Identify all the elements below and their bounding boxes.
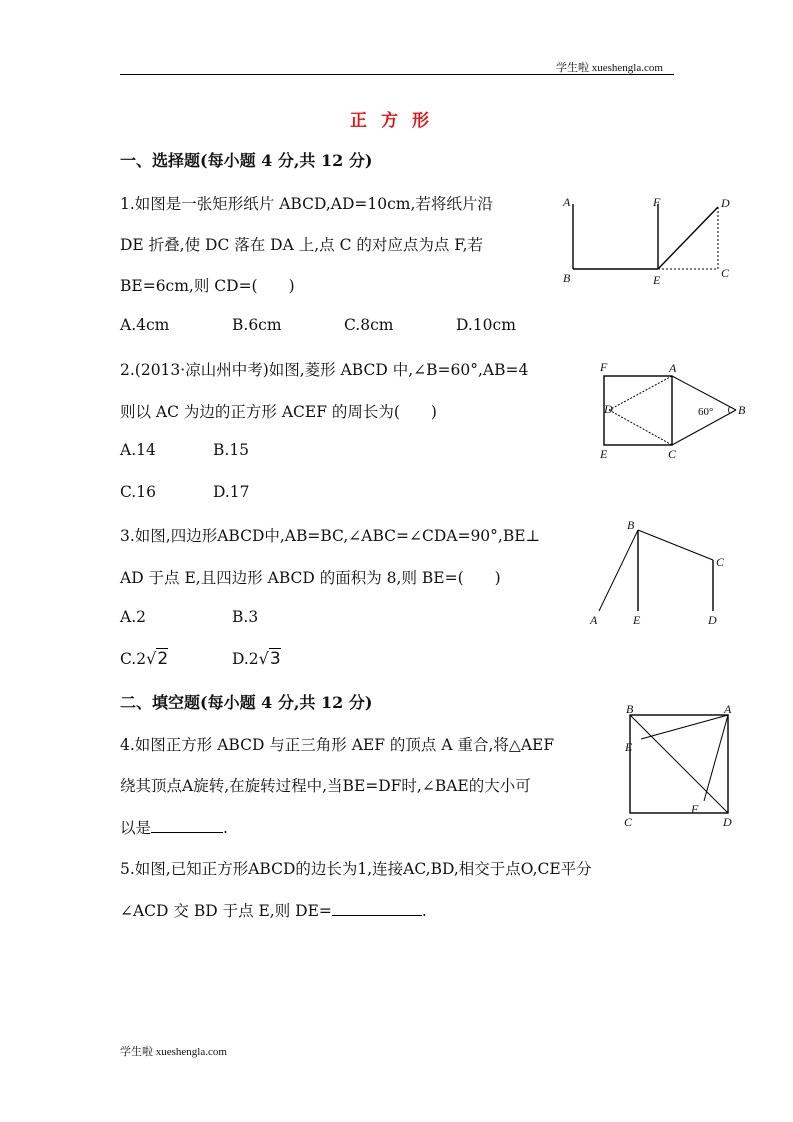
option-a[interactable]: A.14 bbox=[120, 441, 156, 459]
sqrt-expression: √3 bbox=[258, 649, 281, 669]
page-title: 正方形 bbox=[350, 111, 443, 131]
answer-blank[interactable] bbox=[151, 818, 223, 833]
label-B: B bbox=[626, 702, 634, 716]
option-c[interactable]: C.8cm bbox=[344, 316, 394, 334]
option-c[interactable]: C.16 bbox=[120, 483, 156, 501]
label-B: B bbox=[563, 271, 571, 285]
figure-rectangle-fold bbox=[555, 190, 745, 290]
radicand: 3 bbox=[269, 649, 281, 669]
segment-BC bbox=[638, 530, 713, 560]
radicand: 2 bbox=[157, 649, 169, 669]
question-text-line: 绕其顶点A旋转,在旋转过程中,当BE=DF时,∠BAE的大小可 bbox=[120, 777, 531, 795]
option-a[interactable] bbox=[120, 608, 146, 626]
square-ACEF bbox=[604, 376, 672, 445]
answer-blank[interactable] bbox=[332, 901, 422, 916]
question-text-line: 则以 AC 为边的正方形 ACEF 的周长为( ) bbox=[120, 403, 437, 421]
label-E: E bbox=[600, 447, 608, 461]
question-text-line bbox=[120, 816, 228, 838]
text-prefix: ∠ACD 交 BD 于点 E,则 DE= bbox=[120, 902, 332, 920]
header-divider bbox=[120, 74, 674, 75]
label-C: C bbox=[721, 266, 730, 280]
label-F: F bbox=[600, 360, 608, 374]
label-A: A bbox=[669, 361, 677, 375]
label-A: A bbox=[590, 613, 598, 627]
segment-ED bbox=[658, 207, 718, 269]
text-suffix: . bbox=[223, 819, 228, 837]
segment-AE bbox=[641, 715, 728, 739]
label-E: E bbox=[633, 613, 641, 627]
option-d[interactable]: D.17 bbox=[213, 483, 250, 501]
question-text-line: DE 折叠,使 DC 落在 DA 上,点 C 的对应点为点 F,若 bbox=[120, 236, 484, 254]
question-text-line: 4.如图正方形 ABCD 与正三角形 AEF 的顶点 A 重合,将△AEF bbox=[120, 736, 555, 754]
figure-quadrilateral bbox=[582, 516, 732, 628]
segment-AB bbox=[672, 376, 736, 410]
segment-DC bbox=[609, 410, 672, 445]
label-D: D bbox=[708, 613, 717, 627]
figure-rhombus-square bbox=[592, 358, 772, 463]
header-site: 学生啦 xueshengla.com bbox=[556, 62, 663, 74]
label-A: A bbox=[724, 702, 732, 716]
section-heading-fill: 二、填空题(每小题 4 分,共 12 分) bbox=[120, 693, 373, 712]
question-text-line: 5.如图,已知正方形ABCD的边长为1,连接AC,BD,相交于点O,CE平分 bbox=[120, 860, 592, 878]
sqrt-expression: √2 bbox=[146, 649, 169, 669]
label-B: B bbox=[627, 518, 635, 532]
label-C: C bbox=[624, 815, 633, 829]
segment-AF bbox=[704, 715, 728, 801]
option-a[interactable]: A.4cm bbox=[120, 316, 170, 334]
label-D: D bbox=[723, 815, 732, 829]
segment-BA bbox=[599, 530, 638, 611]
question-text-line: 2.(2013·凉山州中考)如图,菱形 ABCD 中,∠B=60°,AB=4 bbox=[120, 361, 529, 379]
label-C: C bbox=[716, 555, 725, 569]
label-D: D bbox=[721, 196, 730, 210]
option-c[interactable] bbox=[120, 649, 168, 669]
figure-square-triangle bbox=[615, 700, 745, 830]
segment-AD bbox=[609, 376, 672, 410]
question-text-line: BE=6cm,则 CD=( ) bbox=[120, 277, 295, 295]
option-prefix: A. bbox=[120, 608, 137, 626]
text-suffix: . bbox=[421, 902, 427, 920]
text-prefix: 以是 bbox=[120, 819, 152, 837]
question-text-line: 1.如图是一张矩形纸片 ABCD,AD=10cm,若将纸片沿 bbox=[120, 195, 493, 213]
footer-site: 学生啦 xueshengla.com bbox=[120, 1046, 227, 1058]
label-F: F bbox=[653, 195, 661, 209]
option-b[interactable] bbox=[232, 608, 258, 626]
label-C: C bbox=[668, 447, 677, 461]
option-prefix: D.2 bbox=[232, 650, 259, 668]
diagonal-BD bbox=[630, 715, 728, 813]
label-A: A bbox=[563, 195, 571, 209]
section-heading-choice: 一、选择题(每小题 4 分,共 12 分) bbox=[120, 151, 373, 170]
angle-label: 60° bbox=[698, 406, 714, 418]
label-E: E bbox=[653, 273, 661, 287]
label-F: F bbox=[691, 802, 699, 816]
option-d[interactable] bbox=[232, 649, 281, 669]
label-B: B bbox=[738, 403, 746, 417]
option-prefix: C.2 bbox=[120, 650, 147, 668]
label-E: E bbox=[625, 740, 633, 754]
question-text-line: AD 于点 E,且四边形 ABCD 的面积为 8,则 BE=( ) bbox=[120, 569, 501, 587]
option-value: 3 bbox=[248, 608, 259, 626]
option-b[interactable]: B.6cm bbox=[232, 316, 282, 334]
option-prefix: B. bbox=[232, 608, 249, 626]
label-D: D bbox=[604, 402, 613, 416]
option-b[interactable]: B.15 bbox=[213, 441, 250, 459]
question-text-line bbox=[120, 899, 427, 921]
question-text-line: 3.如图,四边形ABCD中,AB=BC,∠ABC=∠CDA=90°,BE⊥ bbox=[120, 527, 541, 545]
option-d[interactable]: D.10cm bbox=[456, 316, 516, 334]
option-value: 2 bbox=[136, 608, 146, 626]
